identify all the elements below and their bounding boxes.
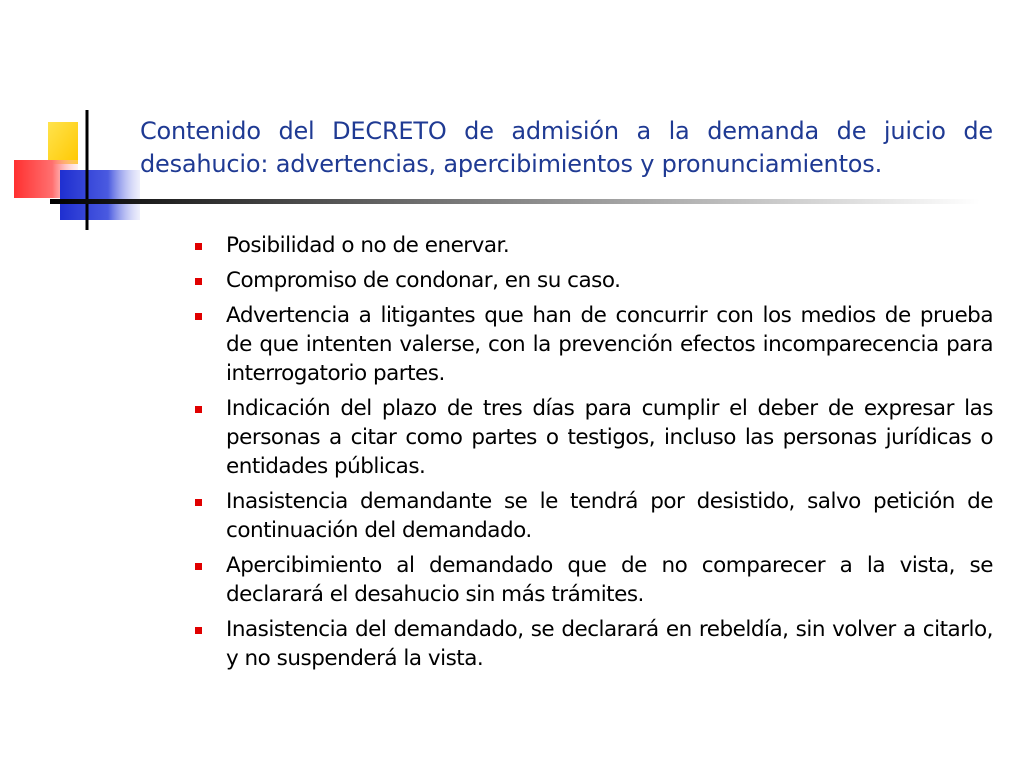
list-item bbox=[195, 231, 993, 260]
list-item-text: Apercibimiento al demandado que de no comparecer a la vista, se declarará el desahucio sin más trámites. bbox=[226, 553, 993, 607]
logo-yellow-square bbox=[48, 122, 78, 164]
decorative-squares-icon bbox=[0, 0, 140, 230]
list-item-text: Advertencia a litigantes que han de concurrir con los medios de prueba de que intenten valerse, con la prevención efectos incomparecencia para interrogatorio partes. bbox=[226, 303, 993, 386]
list-item bbox=[195, 266, 993, 295]
logo-blue-square bbox=[60, 170, 140, 220]
bullet-icon bbox=[195, 499, 202, 506]
title-divider bbox=[50, 199, 980, 204]
list-item bbox=[195, 615, 993, 673]
bullet-icon bbox=[195, 243, 202, 250]
list-item-text: Compromiso de condonar, en su caso. bbox=[226, 268, 621, 293]
list-item bbox=[195, 487, 993, 545]
list-item-text: Inasistencia demandante se le tendrá por desistido, salvo petición de continuación del demandado. bbox=[226, 489, 993, 543]
bullet-list bbox=[195, 231, 993, 679]
bullet-icon bbox=[195, 406, 202, 413]
bullet-icon bbox=[195, 313, 202, 320]
list-item bbox=[195, 551, 993, 609]
list-item-text: Indicación del plazo de tres días para cumplir el deber de expresar las personas a citar como partes o testigos, incluso las personas jurídicas o entidades públicas. bbox=[226, 396, 993, 479]
bullet-icon bbox=[195, 627, 202, 634]
list-item bbox=[195, 301, 993, 388]
list-item-text: Posibilidad o no de enervar. bbox=[226, 233, 510, 258]
slide-title: Contenido del DECRETO de admisión a la demanda de juicio de desahucio: advertencias, apercibimientos y pronunciamientos. bbox=[140, 117, 993, 178]
list-item bbox=[195, 394, 993, 481]
bullet-icon bbox=[195, 563, 202, 570]
bullet-icon bbox=[195, 278, 202, 285]
list-item-text: Inasistencia del demandado, se declarará en rebeldía, sin volver a citarlo, y no suspenderá la vista. bbox=[226, 617, 993, 671]
